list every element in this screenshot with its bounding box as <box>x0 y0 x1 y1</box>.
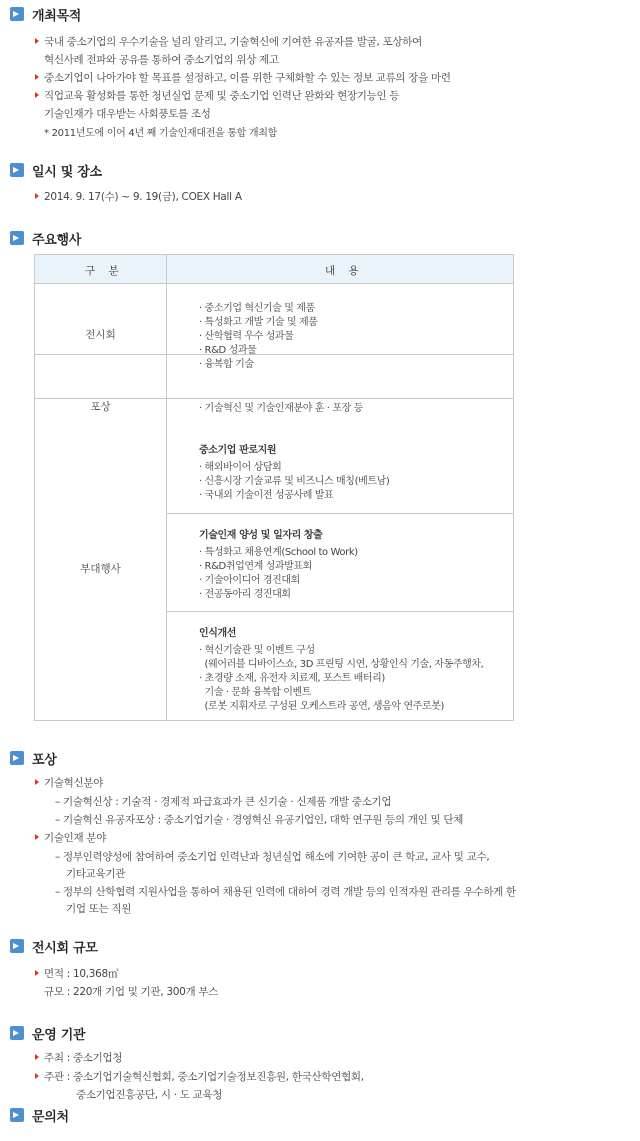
bullet-icon <box>35 193 39 199</box>
bullet-icon <box>35 1073 39 1079</box>
chevron-right-icon <box>10 1108 24 1122</box>
table-cell: · 중소기업 혁신기술 및 제품 <box>199 303 315 314</box>
chevron-right-icon <box>10 939 24 953</box>
table-cell: · 혁신기술관 및 이벤트 구성 <box>199 645 315 656</box>
column-header: 구 분 <box>85 265 124 277</box>
purpose-heading: 개최목적 <box>10 6 81 22</box>
table-cell: · 국내외 기술이전 성공사례 발표 <box>199 490 334 501</box>
table-cell: · 특성화고 개발 기술 및 제품 <box>199 317 318 328</box>
award-category: 기술인재 분야 <box>44 832 107 844</box>
chevron-right-icon <box>10 1026 24 1040</box>
events-table <box>34 254 514 721</box>
bullet-icon <box>35 38 39 44</box>
events-heading: 주요행사 <box>10 230 81 246</box>
table-cell: · 초경량 소재, 유전자 치료제, 포스트 배터리) <box>199 673 385 684</box>
table-cell: · 기술아이디어 경진대회 <box>199 575 300 586</box>
chevron-right-icon <box>10 7 24 21</box>
bullet-icon <box>35 779 39 785</box>
award-item: 기업 또는 직원 <box>66 903 132 915</box>
award-category: 기술혁신분야 <box>44 777 104 789</box>
org-organizer: 주관 : 중소기업기술혁신협회, 중소기업기술정보진흥원, 한국산학연협회, <box>44 1071 364 1083</box>
column-header: 내 용 <box>325 265 364 277</box>
scale-area: 면적 : 10,368㎡ <box>44 968 119 980</box>
bullet-icon <box>35 1054 39 1060</box>
scale-size: 규모 : 220개 기업 및 기관, 300개 부스 <box>44 986 219 998</box>
scale-heading: 전시회 규모 <box>10 938 98 954</box>
table-cell: · 산학협력 우수 성과물 <box>199 331 294 342</box>
table-cell: · 전공동아리 경진대회 <box>199 589 291 600</box>
bullet-icon <box>35 74 39 80</box>
table-cell: (로봇 지휘자로 구성된 오케스트라 공연, 생음악 연주로봇) <box>199 701 444 712</box>
datetime-heading: 일시 및 장소 <box>10 162 102 178</box>
row-label: 전시회 <box>85 329 116 341</box>
award-item: – 정부인력양성에 참여하여 중소기업 인력난과 청년실업 해소에 기여한 공이 큰 학교, 교사 및 교수, <box>55 851 490 863</box>
table-cell: 기술 · 문화 융복합 이벤트 <box>199 687 312 698</box>
row-label: 포상 <box>90 401 111 413</box>
org-host: 주최 : 중소기업청 <box>44 1052 123 1064</box>
award-item: 기타교육기관 <box>66 868 126 880</box>
purpose-item: 중소기업이 나아가야 할 목표를 설정하고, 이를 위한 구체화할 수 있는 정보 교류의 장을 마련 <box>44 72 451 84</box>
chevron-right-icon <box>10 163 24 177</box>
table-cell: (웨어러블 디바이스쇼, 3D 프린팅 시연, 상황인식 기술, 자동주행차, <box>199 659 484 670</box>
bullet-icon <box>35 834 39 840</box>
bullet-icon <box>35 970 39 976</box>
table-cell: · 특성화고 채용연계(School to Work) <box>199 547 358 558</box>
award-heading: 포상 <box>10 750 57 766</box>
table-cell: · R&D 성과물 <box>199 345 257 356</box>
chevron-right-icon <box>10 751 24 765</box>
purpose-item: 혁신사례 전파와 공유를 통하여 중소기업의 위상 제고 <box>44 54 279 66</box>
contact-heading: 문의처 <box>10 1107 69 1123</box>
purpose-item: 국내 중소기업의 우수기술을 널리 알리고, 기술혁신에 기여한 유공자를 발굴, 포상하여 <box>44 36 422 48</box>
bullet-icon <box>35 92 39 98</box>
table-cell: · R&D취업연계 성과발표회 <box>199 561 312 572</box>
purpose-note: * 2011년도에 이어 4년 째 기술인재대전을 통합 개최함 <box>44 128 278 139</box>
org-heading: 운영 기관 <box>10 1025 85 1041</box>
datetime-value: 2014. 9. 17(수) ~ 9. 19(금), COEX Hall A <box>44 191 242 203</box>
purpose-item: 직업교육 활성화를 통한 청년실업 문제 및 중소기업 인력난 완화와 현장기능인 등 <box>44 90 400 102</box>
table-cell: · 기술혁신 및 기술인재분야 훈 · 포장 등 <box>199 403 363 414</box>
table-cell: · 해외바이어 상담회 <box>199 462 282 473</box>
chevron-right-icon <box>10 231 24 245</box>
group-title: 중소기업 판로지원 <box>199 445 277 456</box>
table-header <box>35 255 513 284</box>
org-organizer: 중소기업진흥공단, 시 · 도 교육청 <box>76 1089 223 1101</box>
table-cell: · 융복합 기술 <box>199 359 254 370</box>
purpose-item: 기술인재가 대우받는 사회풍토를 조성 <box>44 108 211 120</box>
group-title: 기술인재 양성 및 일자리 창출 <box>199 530 323 541</box>
group-title: 인식개선 <box>199 628 237 639</box>
award-item: – 기술혁신상 : 기술적 · 경제적 파급효과가 큰 신기술 · 신제품 개발 중소기업 <box>55 796 392 808</box>
row-label: 부대행사 <box>80 563 121 575</box>
award-item: – 정부의 산학협력 지원사업을 통하여 채용된 인력에 대하여 경력 개발 등의 인적자원 관리를 우수하게 한 <box>55 886 516 898</box>
award-item: – 기술혁신 유공자포상 : 중소기업기술 · 경영혁신 유공기업인, 대학 연구원 등의 개인 및 단체 <box>55 814 464 826</box>
table-cell: · 신흥시장 기술교류 및 비즈니스 매칭(베트남) <box>199 476 390 487</box>
